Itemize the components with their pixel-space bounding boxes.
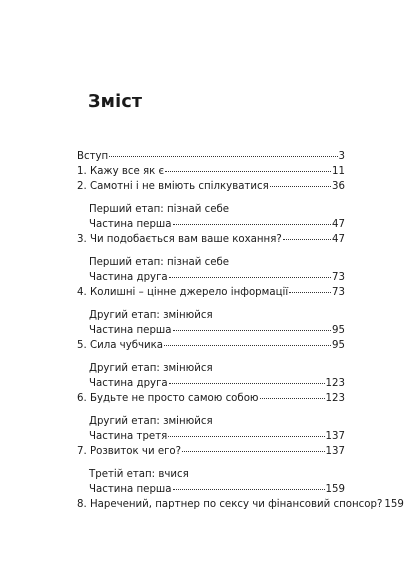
toc-entry (77, 164, 345, 179)
dot-leader (173, 224, 332, 225)
toc-entry-page: 47 (332, 219, 345, 230)
toc-entry-label: Частина перша (89, 219, 172, 230)
toc-entry-page: 159 (384, 499, 404, 510)
dot-leader (182, 451, 324, 452)
toc-entry-page: 123 (325, 378, 345, 389)
toc-entry (77, 285, 345, 300)
toc-entry (77, 232, 345, 247)
toc-entry-page: 36 (332, 181, 345, 192)
dot-leader (283, 239, 331, 240)
toc-entry-page: 3 (338, 151, 345, 162)
dot-leader (270, 186, 331, 187)
toc-entry-label: 4. Колишні – цінне джерело інформації (77, 287, 289, 298)
toc-entry (77, 497, 404, 512)
toc-entry-label: Вступ (77, 151, 109, 162)
toc-entry-page: 47 (332, 234, 345, 245)
toc-entry-page: 123 (325, 393, 345, 404)
dot-leader (165, 171, 331, 172)
toc-entry-page: 95 (332, 325, 345, 336)
dot-leader (289, 292, 331, 293)
toc-entry (77, 482, 345, 497)
toc-entry-label: 5. Сила чубчика (77, 340, 164, 351)
toc-entry-label: Частина третя (89, 431, 168, 442)
toc-entry (77, 179, 345, 194)
toc-entry-page: 137 (325, 431, 345, 442)
dot-leader (260, 398, 325, 399)
toc-stage-heading: Третій етап: вчися (89, 469, 189, 480)
toc-stage-heading: Другий етап: змінюйся (89, 310, 213, 321)
toc-stage-heading: Перший етап: пізнай себе (89, 257, 230, 268)
dot-leader (164, 345, 331, 346)
dot-leader (173, 489, 325, 490)
dot-leader (173, 330, 332, 331)
toc-entry-label: 8. Наречений, партнер по сексу чи фінансовий спонсор? (77, 499, 383, 510)
toc-entry (77, 149, 345, 164)
toc-entry (77, 323, 345, 338)
dot-leader (169, 277, 331, 278)
toc-entry-label: 2. Самотні і не вміють спілкуватися (77, 181, 269, 192)
toc-entry-page: 95 (332, 340, 345, 351)
toc-entry-page: 137 (325, 446, 345, 457)
toc-entry (77, 270, 345, 285)
toc-entry-page: 159 (325, 484, 345, 495)
toc-entry-label: 1. Кажу все як є (77, 166, 165, 177)
toc-entry (77, 376, 345, 391)
toc-entry-label: 6. Будьте не просто самою собою (77, 393, 259, 404)
toc-entry-label: Частина перша (89, 325, 172, 336)
toc-stage-heading: Перший етап: пізнай себе (89, 204, 230, 215)
toc-entry-label: 7. Розвиток чи его? (77, 446, 182, 457)
dot-leader (169, 383, 325, 384)
toc-entry (77, 217, 345, 232)
dot-leader (168, 436, 324, 437)
toc-stage-heading: Другий етап: змінюйся (89, 363, 213, 374)
toc-entry-page: 11 (332, 166, 345, 177)
toc-entry (77, 338, 345, 353)
toc-entry-page: 73 (332, 272, 345, 283)
toc-entry (77, 444, 345, 459)
toc-entry (77, 391, 345, 406)
toc-entry-page: 73 (332, 287, 345, 298)
dot-leader (109, 156, 337, 157)
toc-entry (77, 429, 345, 444)
toc-entry-label: Частина перша (89, 484, 172, 495)
toc-entry-label: 3. Чи подобається вам ваше кохання? (77, 234, 282, 245)
page-title: Зміст (88, 92, 143, 112)
toc-entry-label: Частина друга (89, 272, 168, 283)
table-of-contents (77, 149, 404, 512)
toc-entry-label: Частина друга (89, 378, 168, 389)
toc-stage-heading: Другий етап: змінюйся (89, 416, 213, 427)
